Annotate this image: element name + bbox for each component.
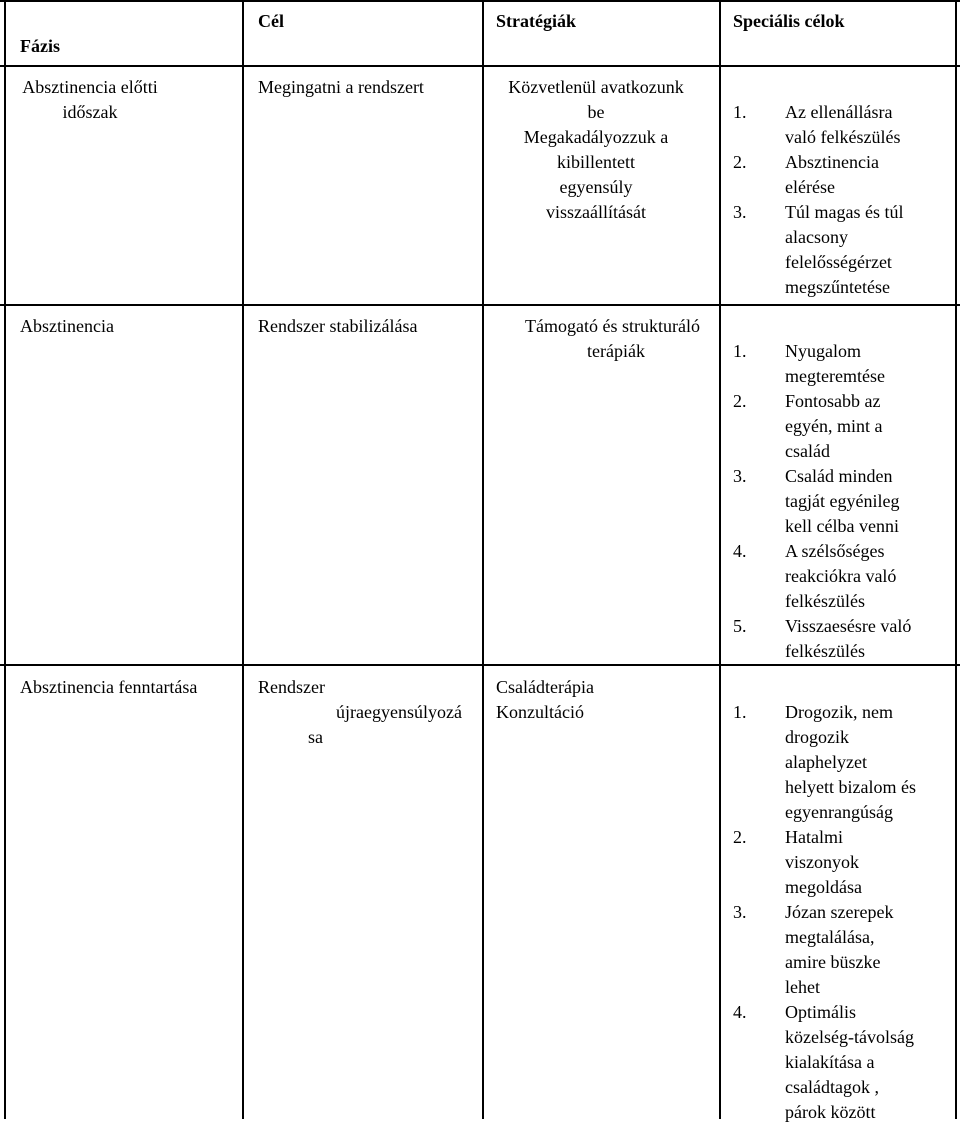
row3-goal: [258, 675, 462, 750]
column-divider: [482, 0, 484, 1119]
list-item-number: 2.: [733, 827, 747, 847]
list-item: [733, 464, 949, 539]
list-item-text: Absztinencia: [785, 152, 879, 172]
header-special-goals: Speciális célok: [733, 11, 845, 31]
list-item-text: Hatalmi: [785, 827, 843, 847]
row-divider: [0, 65, 960, 67]
column-divider: [719, 0, 721, 1119]
list-item-text: felkészülés: [785, 641, 865, 661]
list-item-text: Az ellenállásra: [785, 102, 893, 122]
row-divider: [0, 304, 960, 306]
list-item-text: alacsony: [785, 227, 848, 247]
list-item-text: család: [785, 441, 830, 461]
row3-goal-line: sa: [308, 727, 323, 747]
list-item-text: kell célba venni: [785, 516, 899, 536]
list-item-text: kialakítása a: [785, 1052, 875, 1072]
list-item-text: felelősségérzet: [785, 252, 892, 272]
list-item-text: alaphelyzet: [785, 752, 867, 772]
list-item-text: helyett bizalom és: [785, 777, 916, 797]
column-divider: [242, 0, 244, 1119]
row1-strategy-line: egyensúly: [559, 177, 633, 197]
row1-strategy-line: be: [587, 102, 605, 122]
list-item: [733, 100, 949, 150]
list-item-text: megszűntetése: [785, 277, 890, 297]
list-item-text: megteremtése: [785, 366, 885, 386]
list-item-number: 1.: [733, 102, 747, 122]
row2-goal-line: Rendszer stabilizálása: [258, 316, 418, 336]
row1-strategy-line: Közvetlenül avatkozunk: [508, 77, 684, 97]
row1-strategy-line: visszaállítását: [546, 202, 646, 222]
row1-phase: [20, 75, 160, 125]
row3-goal-line: újraegyensúlyozá: [336, 702, 462, 722]
list-item-number: 2.: [733, 152, 747, 172]
list-item-text: Józan szerepek: [785, 902, 894, 922]
table-border-top: [0, 0, 960, 2]
list-item-text: viszonyok: [785, 852, 859, 872]
list-item-number: 5.: [733, 616, 747, 636]
list-item-text: Optimális: [785, 1002, 856, 1022]
row2-strategy: [496, 314, 700, 364]
table-border-right: [955, 0, 957, 1119]
list-item-text: A szélsőséges: [785, 541, 885, 561]
row1-phase-line: Absztinencia előtti: [22, 77, 158, 97]
table-border-left: [4, 0, 6, 1119]
list-item-text: Nyugalom: [785, 341, 861, 361]
list-item-text: megtalálása,: [785, 927, 875, 947]
list-item-text: való felkészülés: [785, 127, 901, 147]
list-item-text: egyenrangúság: [785, 802, 893, 822]
list-item-number: 3.: [733, 902, 747, 922]
list-item: [733, 825, 949, 900]
list-item: [733, 389, 949, 464]
list-item-text: drogozik: [785, 727, 849, 747]
header-phase: Fázis: [20, 36, 60, 56]
list-item-text: családtagok ,: [785, 1077, 879, 1097]
list-item-text: egyén, mint a: [785, 416, 883, 436]
list-item-text: Család minden: [785, 466, 893, 486]
list-item-text: megoldása: [785, 877, 862, 897]
row2-strategy-line: Támogató és strukturáló: [525, 316, 700, 336]
list-item-number: 1.: [733, 702, 747, 722]
list-item: [733, 539, 949, 614]
row1-strategy-line: Megakadályozzuk a: [523, 127, 669, 147]
list-item-text: Visszaesésre való: [785, 616, 912, 636]
row2-strategy-line: terápiák: [587, 341, 645, 361]
row3-special-goals-list: [733, 700, 949, 1125]
list-item-text: elérése: [785, 177, 835, 197]
list-item-number: 4.: [733, 1002, 747, 1022]
list-item: [733, 150, 949, 200]
list-item-text: párok között: [785, 1102, 876, 1122]
header-goal: Cél: [258, 11, 284, 31]
row2-phase-line: Absztinencia: [20, 316, 114, 336]
list-item-text: Drogozik, nem: [785, 702, 893, 722]
list-item: [733, 614, 949, 664]
list-item-text: reakciókra való: [785, 566, 897, 586]
list-item-text: amire büszke: [785, 952, 881, 972]
list-item: [733, 339, 949, 389]
row3-strategy-line: Konzultáció: [496, 702, 584, 722]
row3-phase-line: Absztinencia fenntartása: [20, 677, 198, 697]
row2-special-goals-list: [733, 339, 949, 664]
list-item-number: 3.: [733, 202, 747, 222]
list-item-text: közelség-távolság: [785, 1027, 914, 1047]
row-divider: [0, 664, 960, 666]
list-item-number: 4.: [733, 541, 747, 561]
row1-goal: [258, 75, 424, 100]
list-item: [733, 1000, 949, 1125]
list-item-text: Fontosabb az: [785, 391, 881, 411]
row1-goal-line: Megingatni a rendszert: [258, 77, 424, 97]
row3-goal-line: Rendszer: [258, 677, 325, 697]
list-item-text: felkészülés: [785, 591, 865, 611]
row3-phase: [20, 675, 197, 700]
list-item-number: 2.: [733, 391, 747, 411]
list-item-number: 3.: [733, 466, 747, 486]
list-item-text: Túl magas és túl: [785, 202, 904, 222]
list-item: [733, 700, 949, 825]
row3-strategy: [496, 675, 594, 725]
row1-special-goals-list: [733, 100, 949, 300]
list-item: [733, 200, 949, 300]
row3-strategy-line: Családterápia: [496, 677, 594, 697]
row2-phase: [20, 314, 114, 339]
list-item-number: 1.: [733, 341, 747, 361]
list-item: [733, 900, 949, 1000]
header-strategies: Stratégiák: [496, 11, 576, 31]
row2-goal: [258, 314, 417, 339]
list-item-text: tagját egyénileg: [785, 491, 900, 511]
row1-strategy: [496, 75, 696, 225]
row1-strategy-line: kibillentett: [557, 152, 635, 172]
row1-phase-line: időszak: [62, 102, 118, 122]
list-item-text: lehet: [785, 977, 820, 997]
